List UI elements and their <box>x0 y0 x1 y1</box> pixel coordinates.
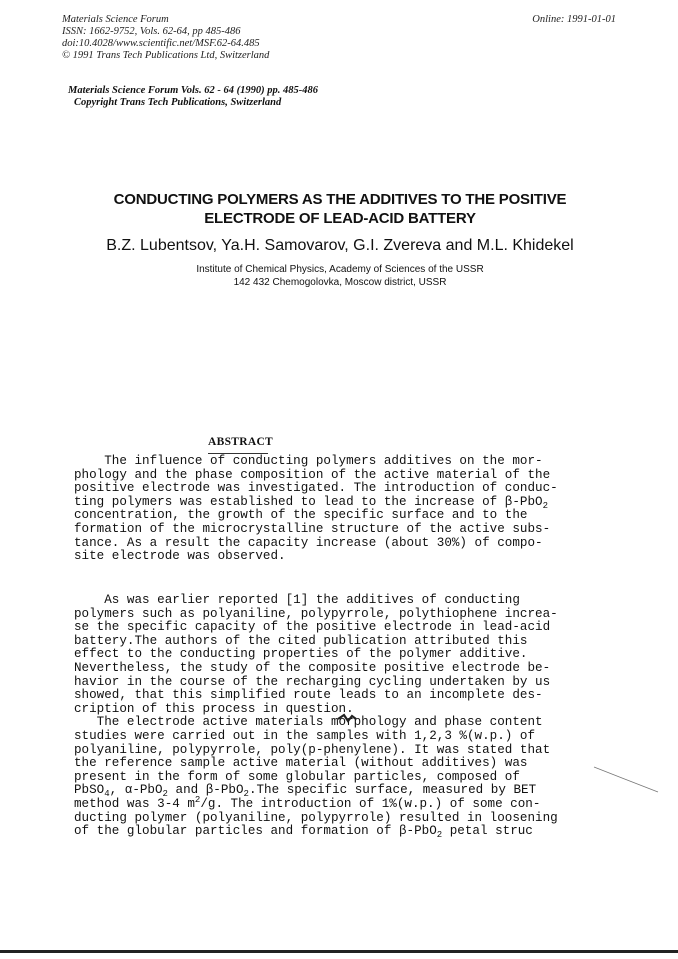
body-line: The electrode active materials morphology and phase content <box>74 715 543 730</box>
online-date: Online: 1991-01-01 <box>532 14 616 25</box>
journal-copyright-line: Copyright Trans Tech Publications, Switzerland <box>74 97 282 108</box>
header-copyright: © 1991 Trans Tech Publications Ltd, Switzerland <box>62 50 270 61</box>
citation-header <box>62 14 269 62</box>
pen-stroke-mark <box>592 764 662 794</box>
body-line: effect to the conducting properties of the polymer additive. <box>74 647 528 662</box>
body-line: studies were carried out in the samples with 1,2,3 %(w.p.) of <box>74 728 536 743</box>
paper-authors: B.Z. Lubentsov, Ya.H. Samovarov, G.I. Zvereva and M.L. Khidekel <box>106 237 574 254</box>
body-line: present in the form of some globular particles, composed of <box>74 769 520 784</box>
body-line: havior in the course of the recharging cycling undertaken by us <box>74 674 551 689</box>
paper-title-line-1: CONDUCTING POLYMERS AS THE ADDITIVES TO THE POSITIVE <box>113 191 567 208</box>
body-line: of the globular particles and formation of β-PbO$_2$ petal struc <box>74 824 533 841</box>
abstract-text <box>74 455 614 564</box>
body-line: polymers such as polyaniline, polypyrrole, polythiophene increa- <box>74 606 558 621</box>
body-line: showed, that this simplified route leads to an incomplete des- <box>74 688 543 703</box>
body-line: polyaniline, polypyrrole, poly(p-phenylene). It was stated that <box>74 742 551 757</box>
affiliation-line-1: Institute of Chemical Physics, Academy of Sciences of the USSR <box>196 264 484 275</box>
body-line: method was 3-4 $m^2/g$. The introduction of 1%(w.p.) of some con- <box>74 794 541 811</box>
abstract-line: The influence of conducting polymers additives on the mor- <box>74 454 543 468</box>
paper-affiliation <box>60 263 620 289</box>
abstract-line: positive electrode was investigated. The introduction of conduc- <box>74 481 558 496</box>
ink-smudge-mark <box>336 713 358 723</box>
body-line: se the specific capacity of the positive electrode in lead-acid <box>74 620 551 635</box>
body-line: PbSO$_4$, α-PbO$_2$ and β-PbO$_2$.The specific surface, measured by BET <box>74 783 537 800</box>
body-line: As was earlier reported [1] the additives of conducting <box>74 593 520 607</box>
body-line: Nevertheless, the study of the composite positive electrode be- <box>74 660 551 675</box>
abstract-line: phology and the phase composition of the active material of the <box>74 467 551 482</box>
body-line: ducting polymer (polyaniline, polypyrrole) resulted in loosening <box>74 810 558 825</box>
abstract-heading: ABSTRACT <box>208 436 274 448</box>
body-line: battery.The authors of the cited publication attributed this <box>74 633 528 648</box>
body-line: cription of this process in question. <box>74 701 354 716</box>
header-doi: doi:10.4028/www.scientific.net/MSF.62-64.485 <box>62 38 260 49</box>
abstract-line: ting polymers was established to lead to the increase of β-PbO$_2$ <box>74 494 548 511</box>
abstract-line: concentration, the growth of the specific surface and to the <box>74 508 528 523</box>
paper-title-line-2: ELECTRODE OF LEAD-ACID BATTERY <box>204 210 476 227</box>
journal-reference <box>68 85 318 109</box>
bottom-rule <box>0 950 678 953</box>
header-journal-name: Materials Science Forum <box>62 14 169 25</box>
body-line: the reference sample active material (without additives) was <box>74 756 528 771</box>
affiliation-line-2: 142 432 Chemogolovka, Moscow district, USSR <box>233 277 447 288</box>
abstract-line: tance. As a result the capacity increase (about 30%) of compo- <box>74 535 543 550</box>
header-issn: ISSN: 1662-9752, Vols. 62-64, pp 485-486 <box>62 26 241 37</box>
abstract-line: site electrode was observed. <box>74 549 286 564</box>
abstract-line: formation of the microcrystalline structure of the active subs- <box>74 521 551 536</box>
journal-volume-line: Materials Science Forum Vols. 62 - 64 (1990) pp. 485-486 <box>68 85 318 96</box>
paper-title <box>60 190 620 228</box>
